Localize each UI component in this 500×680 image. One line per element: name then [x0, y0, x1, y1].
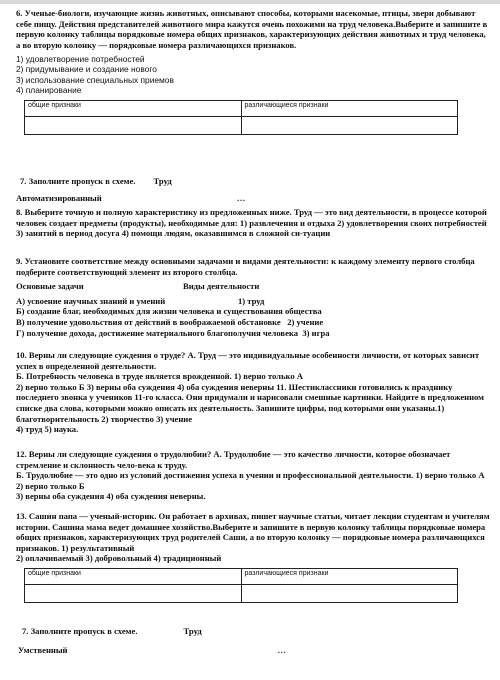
question-8-line2: 3) занятий в период досуга 4) помощи людям, оказавшимся в сложной си-туации: [16, 228, 331, 239]
scheme-term: Труд: [153, 176, 172, 186]
match-line: Г) получение дохода, достижение материального благополучия человека 3) игра: [16, 327, 330, 338]
question-8: [16, 207, 490, 239]
question-13-answer-table: [24, 568, 458, 603]
answer-cell-different[interactable]: [241, 117, 458, 135]
question-13-text: 13. Сашин папа — ученый-историк. Он работает в архивах, пишет научные статьи, читает лекции студентам и учителям истории. Сашина мама ведет домашнее хозяйство.Выберите и запишите в первую колонку таблицы порядковые номера общих признаков, характеризующих труд родителей Саши, а во вторую колонку — порядковые номера различающихся признаков. 1) результативный: [16, 511, 490, 553]
question-7-prompt: 7. Заполните пропуск в схеме.: [22, 626, 138, 636]
top-divider: [0, 0, 500, 4]
question-10-line4: 4) труд 5) наука.: [16, 424, 79, 435]
column-header-tasks: Основные задачи: [16, 281, 84, 292]
question-6-answer-table: [24, 100, 458, 135]
question-12-line3: 3) верны оба суждения 4) оба суждения неверны.: [16, 491, 206, 502]
table-header-common: общие признаки: [25, 101, 242, 117]
answer-cell-common[interactable]: [25, 585, 242, 603]
question-9-text: 9. Установите соответствие между основными задачами и видами деятельности: к каждому элементу первого столбца подберите соответствующий элемент из второго столбца.: [16, 256, 475, 277]
question-7-scheme-bottom: [22, 626, 496, 637]
question-12-text: 12. Верны ли следующие суждения о трудолюбии? А. Трудолюбие — это качество личности, которое обозначает стремление и склонность чело-века к труду.: [16, 449, 451, 470]
scheme-term: Труд: [183, 626, 202, 636]
option-item: 2) придумывание и создание нового: [16, 64, 157, 75]
scheme-blank: …: [236, 193, 246, 203]
match-line: Б) создание благ, необходимых для жизни человека и существования общества: [16, 306, 322, 317]
match-line: А) усвоение научных знаний и умений 1) труд: [16, 295, 265, 306]
question-12: [16, 449, 490, 502]
question-6-options: [16, 54, 490, 96]
question-10: [16, 350, 490, 435]
scheme-blank: …: [277, 645, 287, 655]
table-header-common: общие признаки: [25, 569, 242, 585]
question-10-line2: Б. Потребность человека в труде является врожденной. 1) верно только А: [16, 371, 304, 382]
scheme-branch-left: Автоматизированный: [16, 193, 102, 203]
question-6: [16, 8, 490, 50]
option-item: 3) использование специальных приемов: [16, 74, 174, 85]
question-8-text: 8. Выберите точную и полную характеристику из предложенных ниже. Труд — это вид деятельности, в процессе которой человек создает предметы (продукты), необходимые для: 1) развлечения и отдыха 2) удовлетворения своих потребностей: [16, 207, 487, 228]
question-6-text: 6. Ученые-биологи, изучающие жизнь животных, описывают способы, которыми насекомые, птицы, звери добывают себе пищу. Действия представителей животного мира кажутся очень похожими на труд человека.Выберите и запишите в первую колонку таблицы порядковые номера общих признаков, характеризующих действия животных и труд человека, а во вторую колонку — порядковые номера различающихся признаков.: [16, 8, 488, 50]
answer-cell-common[interactable]: [25, 117, 242, 135]
question-10-text: 10. Верны ли следующие суждения о труде? А. Труд — это индивидуальные особенности личности, от которых зависит успех в определенной деятельности.: [16, 350, 480, 371]
question-9: [16, 256, 490, 338]
question-7-prompt: 7. Заполните пропуск в схеме.: [20, 176, 136, 186]
option-item: 1) удовлетворение потребностей: [16, 54, 145, 64]
option-item: 4) планирование: [16, 85, 82, 96]
answer-cell-different[interactable]: [241, 585, 458, 603]
question-13: [16, 511, 490, 564]
question-9-headers: [16, 281, 490, 292]
question-12-line2: Б. Трудолюбие — это одно из условий достижения успеха в учении и профессиональной деятельности. 1) верно только А 2) верно только Б: [16, 470, 485, 491]
column-header-activities: Виды деятельности: [183, 281, 260, 292]
question-10-line3: 2) верно только Б 3) верны оба суждения 4) оба суждения неверны 11. Шестиклассники готовились к празднику последнего звонка у учеников 11-го класса. Они придумали и нарисовали смешные картинки. Найдите в предложенном списке два слова, которыми можно описать их деятельность. Запишите цифры, под которыми они указаны.1) благотворительность 2) творчество 3) учение: [16, 381, 485, 424]
scheme-branch-left: Умственный: [18, 645, 68, 655]
table-header-different: различающиеся признаки: [241, 101, 458, 117]
question-7-scheme-branches: [16, 193, 490, 204]
question-7-scheme-branches-bottom: [18, 645, 492, 656]
table-header-different: различающиеся признаки: [241, 569, 458, 585]
question-13-line2: 2) оплачиваемый 3) добровольный 4) традиционный: [16, 553, 222, 564]
match-line: В) получение удовольствия от действий в воображаемой обстановке 2) учение: [16, 316, 324, 327]
question-7-scheme-top: [20, 176, 494, 187]
